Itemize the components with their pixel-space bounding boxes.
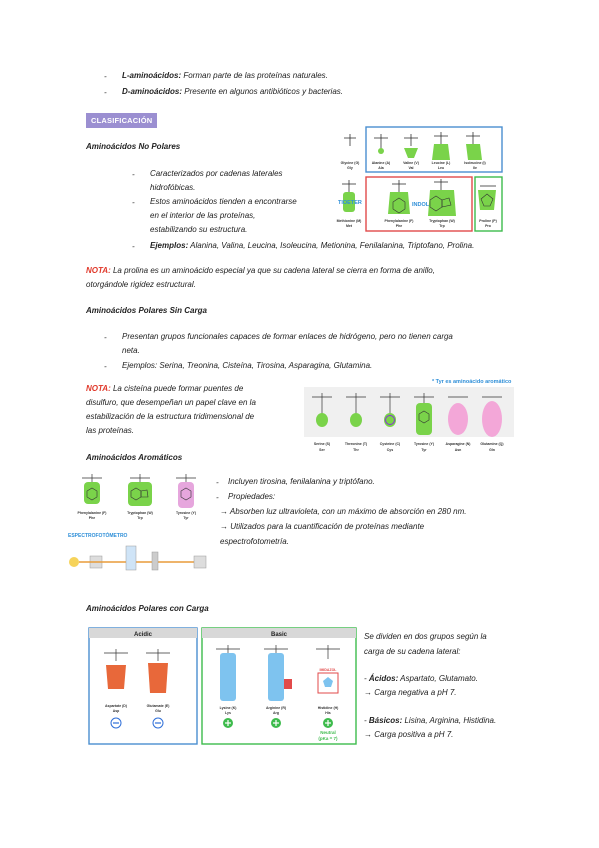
aromatic-b4-l1: → Utilizados para la cuantificación de proteínas mediante [220, 522, 425, 531]
polar-nota-l3: estabilización de la estructura tridimensional de [86, 412, 255, 421]
spectrophotometer-diagram [69, 546, 206, 570]
neutral-pka: (pKa = 7) [318, 736, 338, 741]
serine-label: Serine (S) [313, 442, 331, 446]
acid-text: Aspartato, Glutamato. [398, 674, 478, 683]
l-aminoacids-line [122, 69, 328, 83]
basic-charge: → Carga positiva a pH 7. [364, 730, 454, 739]
glutamate-label: Glutamate (E) [146, 704, 170, 708]
polar-nota-l1 [86, 382, 243, 396]
nonpolar-nota-l1 [86, 264, 435, 278]
serine-abbr: Ser [319, 448, 325, 452]
acidic-box [89, 628, 197, 744]
arginine-abbr: Arg [272, 711, 280, 715]
bullet-marker: - [104, 88, 107, 97]
aromatic-heading: Aminoácidos Aromáticos [86, 453, 183, 462]
cysteine-abbr: Cys [386, 448, 394, 452]
nota-label: NOTA: [86, 384, 111, 393]
examples-term: Ejemplos: [150, 241, 189, 250]
tioeter-label: TIOETER [338, 200, 362, 206]
alanine-abbr: Ala [378, 166, 384, 170]
figure-background [304, 387, 514, 437]
bullet-marker: - [216, 478, 219, 487]
neutral-label: Neutral [320, 730, 336, 735]
polar-b1-l2: neta. [122, 346, 140, 355]
nonpolar-b2-l3: estabilizando su estructura. [150, 225, 248, 234]
bullet-marker: - [216, 493, 219, 502]
aromatic-b3: → Absorben luz ultravioleta, con un máximo de absorción en 280 nm. [220, 507, 467, 516]
nonpolar-heading: Aminoácidos No Polares [86, 142, 181, 151]
spectro-label: ESPECTROFOTÓMETRO [68, 533, 128, 539]
plus-charge-icon [271, 718, 281, 728]
charged-intro-l1: Se dividen en dos grupos según la [364, 632, 487, 641]
aspartate-structure [104, 649, 128, 689]
lysine-label: Lysine (K) [219, 706, 237, 710]
bullet-marker: - [132, 170, 135, 179]
acid-line: - Ácidos: Aspartato, Glutamato. [364, 674, 478, 683]
nonpolar-b2-l1: Estos aminoácidos tienden a encontrarse [150, 197, 297, 206]
methionine-abbr: Met [345, 224, 353, 228]
glutamine-label: Glutamine (Q) [480, 442, 504, 446]
arginine-label: Arginine (R) [265, 706, 287, 710]
methionine-structure [342, 180, 356, 212]
acid-term: Ácidos: [368, 674, 399, 683]
alanine-structure [374, 134, 388, 154]
l-aminoacids-text: Forman parte de las proteínas naturales. [181, 71, 328, 80]
tryptophan-aromatic-structure [128, 474, 152, 506]
asparagine-label: Asparagine (N) [445, 442, 471, 446]
nonpolar-b2-l2: en el interior de las proteínas, [150, 211, 256, 220]
phenylalanine-abbr: Phe [395, 224, 403, 228]
bullet-marker: - [104, 333, 107, 342]
tyr-abbr: Tyr [183, 516, 189, 520]
proline-structure [478, 186, 496, 210]
plus-charge-icon [223, 718, 233, 728]
d-aminoacids-term: D-aminoácidos: [122, 87, 183, 96]
basic-term: Básicos: [368, 716, 403, 725]
leucine-abbr: Leu [437, 166, 445, 170]
bullet-marker: - [132, 198, 135, 207]
charged-figure [88, 627, 358, 747]
imidazol-label: IMIDAZOL [319, 668, 337, 672]
polar-uncharged-figure [302, 375, 516, 457]
glutamate-abbr: Glu [155, 709, 161, 713]
polar-b2: Ejemplos: Serina, Treonina, Cisteína, Tirosina, Asparagina, Glutamina. [122, 361, 373, 370]
bullet-marker: - [104, 362, 107, 371]
bullet-marker: - [132, 242, 135, 251]
trp-label: Tryptophan (W) [127, 511, 153, 515]
minus-charge-icon [111, 718, 121, 728]
proline-label: Proline (P) [479, 219, 497, 223]
methionine-label: Methionine (M) [336, 219, 362, 223]
histidine-label: Histidine (H) [317, 706, 339, 710]
isoleucine-structure [466, 132, 482, 160]
asparagine-abbr: Asn [454, 448, 462, 452]
tryptophan-label: Tryptophan (W) [429, 219, 455, 223]
basic-line: - Básicos: Lisina, Arginina, Histidina. [364, 716, 497, 725]
phenylalanine-aromatic-structure [82, 474, 102, 504]
basic-header: Basic [270, 632, 288, 638]
basic-text: Lisina, Arginina, Histidina. [402, 716, 497, 725]
threonine-abbr: Thr [353, 448, 359, 452]
nonpolar-nota-l2: otorgándole rigidez estructural. [86, 280, 196, 289]
phenylalanine-structure [388, 180, 410, 214]
glutamine-abbr: Gln [489, 448, 495, 452]
acid-charge: → Carga negativa a pH 7. [364, 688, 457, 697]
polar-nota-l4: las proteínas. [86, 426, 135, 435]
trp-abbr: Trp [137, 516, 143, 520]
isoleucine-abbr: Ile [473, 166, 477, 170]
plus-charge-icon [323, 718, 333, 728]
l-aminoacids-term: L-aminoácidos: [122, 71, 182, 80]
glycine-structure [344, 134, 356, 146]
nonpolar-b1-l2: hidrofóbicas. [150, 183, 196, 192]
alanine-label: Alanine (A) [371, 161, 391, 165]
leucine-structure [432, 132, 450, 160]
phenylalanine-label: Phenylalanine (F) [384, 219, 414, 223]
aromatic-b1: Incluyen tirosina, fenilalanina y triptófano. [228, 477, 375, 486]
tryptophan-structure [428, 179, 456, 216]
minus-charge-icon [153, 718, 163, 728]
tryptophan-abbr: Trp [439, 224, 445, 228]
valine-structure [404, 134, 418, 158]
tyrosine-abbr: Tyr [421, 448, 427, 452]
glycine-abbr: Gly [347, 166, 353, 170]
threonine-label: Threonine (T) [344, 442, 368, 446]
phe-label: Phenylalanine (F) [77, 511, 107, 515]
arginine-structure [264, 645, 292, 701]
d-aminoacids-line [122, 85, 343, 99]
tyrosine-label: Tyrosine (Y) [414, 442, 434, 446]
aspartate-label: Aspartate (D) [105, 704, 127, 708]
histidine-abbr: His [325, 711, 331, 715]
nonpolar-examples [150, 239, 474, 253]
acidic-header: Acidic [133, 632, 153, 638]
d-aminoacids-text: Presente en algunos antibióticos y bacterias. [182, 87, 343, 96]
phe-abbr: Phe [88, 516, 96, 520]
aromatic-figure [64, 468, 214, 580]
tyr-aromatic-note: * Tyr es aminoácido aromático [432, 379, 512, 385]
glycine-label: Glycine (G) [340, 161, 360, 165]
clasificacion-badge: CLASIFICACIÓN [86, 113, 157, 128]
tyr-label: Tyrosine (Y) [176, 511, 196, 515]
lysine-structure [216, 645, 240, 701]
proline-abbr: Pro [485, 224, 491, 228]
examples-text: Alanina, Valina, Leucina, Isoleucina, Metionina, Fenilalanina, Triptofano, Prolina. [188, 241, 475, 250]
cysteine-label: Cysteine (C) [379, 442, 401, 446]
leucine-label: Leucine (L) [431, 161, 451, 165]
tyrosine-aromatic-structure [176, 474, 196, 508]
polar-b1-l1: Presentan grupos funcionales capaces de formar enlaces de hidrógeno, pero no tienen carga [122, 332, 453, 341]
valine-label: Valine (V) [403, 161, 419, 165]
charged-intro-l2: carga de su cadena lateral: [364, 647, 461, 656]
isoleucine-label: Isoleucine (I) [464, 161, 486, 165]
charged-heading: Aminoácidos Polares con Carga [86, 604, 209, 613]
glutamate-structure [146, 649, 170, 693]
indol-label: INDOL [412, 202, 430, 208]
nonpolar-structures-figure [330, 124, 506, 234]
aspartate-abbr: Asp [112, 709, 120, 713]
nota-text: La cisteína puede formar puentes de [110, 384, 244, 393]
lysine-abbr: Lys [225, 711, 231, 715]
nota-text: La prolina es un aminoácido especial ya que su cadena lateral se cierra en forma de anillo, [110, 266, 435, 275]
bullet-marker: - [104, 72, 107, 81]
nonpolar-b1-l1: Caracterizados por cadenas laterales [150, 169, 283, 178]
aromatic-b4-l2: espectrofotometría. [220, 537, 289, 546]
valine-abbr: Val [408, 166, 414, 170]
aromatic-b2: Propiedades: [228, 492, 276, 501]
polar-uncharged-heading: Aminoácidos Polares Sin Carga [86, 306, 207, 315]
nota-label: NOTA: [86, 266, 111, 275]
polar-nota-l2: disulfuro, que desempeñan un papel clave en la [86, 398, 256, 407]
